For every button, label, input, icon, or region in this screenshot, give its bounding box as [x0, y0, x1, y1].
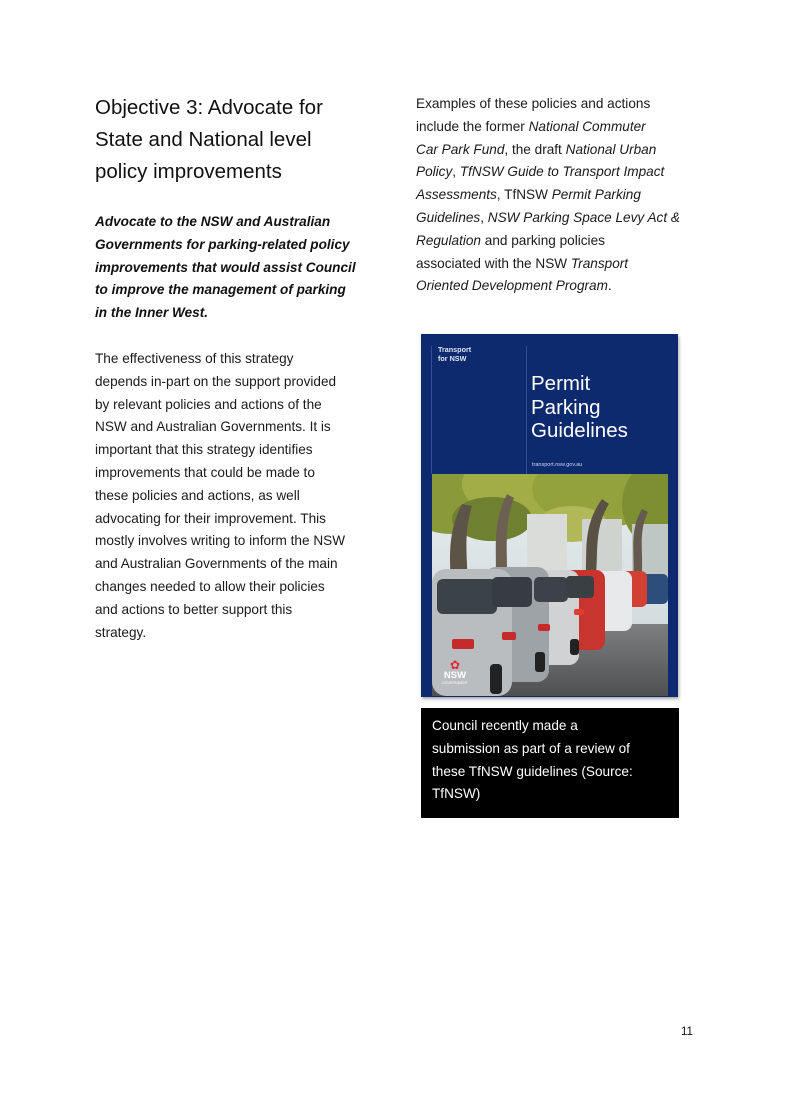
body-line: mostly involves writing to inform the NSW	[95, 533, 346, 549]
body-line: these policies and actions, as well	[95, 487, 300, 503]
caption-line: these TfNSW guidelines (Source:	[432, 763, 633, 779]
body-line: improvements that could be made to	[95, 464, 315, 480]
body-line: NSW and Australian Governments. It is	[95, 419, 331, 435]
waratah-icon: ✿	[449, 658, 461, 672]
body-line	[416, 275, 716, 298]
image-caption	[421, 708, 679, 818]
policy-name: National Urban	[565, 141, 657, 157]
heading-line: policy improvements	[95, 160, 282, 183]
policy-name: Permit Parking	[551, 187, 641, 203]
permit-parking-guidelines-cover	[421, 334, 678, 697]
caption-line: TfNSW)	[432, 786, 481, 802]
cover-divider	[431, 346, 432, 474]
policy-name: Regulation	[416, 232, 481, 248]
nsw-logo-text: NSW	[443, 670, 467, 681]
cover-title	[531, 372, 628, 443]
text-run: , the draft	[504, 141, 566, 157]
policy-name: Transport	[570, 255, 629, 271]
lead-line: improvements that would assist Council	[95, 259, 356, 275]
policy-name: Oriented Development Program	[416, 278, 608, 294]
cover-title-line: Guidelines	[531, 419, 628, 442]
body-line: and Australian Governments of the main	[95, 556, 338, 572]
body-line: and actions to better support this	[95, 601, 293, 617]
body-line: depends in-part on the support provided	[95, 373, 337, 389]
text-run: ,	[480, 209, 488, 225]
policy-name: NSW Parking Space Levy Act &	[487, 209, 680, 225]
body-line: advocating for their improvement. This	[95, 510, 326, 526]
body-line: important that this strategy identifies	[95, 442, 313, 458]
caption-line: Council recently made a	[432, 718, 578, 733]
policy-name: Car Park Fund	[416, 141, 505, 157]
body-line: by relevant policies and actions of the	[95, 396, 322, 412]
body-line	[416, 253, 716, 276]
lead-line: Governments for parking-related policy	[95, 236, 350, 252]
nsw-logo-subtext: GOVERNMENT	[441, 681, 469, 685]
body-line: strategy.	[95, 624, 147, 640]
heading-line: Objective 3: Advocate for	[95, 96, 323, 119]
text-run: include the former	[416, 118, 529, 134]
text-run: and parking policies	[481, 232, 605, 248]
body-line	[416, 93, 716, 116]
caption-line: submission as part of a review of	[432, 740, 630, 756]
body-line: The effectiveness of this strategy	[95, 351, 294, 366]
body-line	[416, 184, 716, 207]
body-line	[416, 230, 716, 253]
page-number: 11	[681, 1026, 693, 1038]
text-run: .	[607, 278, 612, 294]
body-line	[416, 161, 716, 184]
policy-name: Assessments	[416, 187, 497, 203]
policy-name: National Commuter	[528, 118, 646, 134]
body-paragraph-left	[95, 348, 385, 644]
lead-line: in the Inner West.	[95, 305, 209, 321]
policy-name: Policy	[416, 164, 453, 180]
policy-name: Guidelines	[416, 209, 481, 225]
heading-line: State and National level	[95, 128, 312, 151]
policy-name: TfNSW Guide to Transport Impact	[459, 164, 665, 180]
text-run: ,	[452, 164, 460, 180]
objective-heading	[95, 92, 385, 188]
transport-for-nsw-label	[438, 346, 471, 363]
text-run: associated with the NSW	[416, 255, 571, 271]
cover-title-line: Parking	[531, 395, 601, 419]
cover-title-line: Permit	[531, 372, 591, 395]
body-line: changes needed to allow their policies	[95, 578, 325, 594]
text-run: , TfNSW	[496, 187, 552, 203]
cover-divider	[526, 346, 527, 474]
org-line: for NSW	[438, 353, 467, 363]
nsw-government-logo	[440, 659, 470, 685]
body-paragraph-right	[416, 93, 716, 298]
cover-url: transport.nsw.gov.au	[532, 462, 583, 468]
text-run: Examples of these policies and actions	[416, 96, 651, 111]
lead-line: to improve the management of parking	[95, 282, 346, 298]
lead-line: Advocate to the NSW and Australian	[95, 214, 331, 229]
body-line	[416, 139, 716, 162]
org-line: Transport	[438, 345, 472, 354]
body-line	[416, 207, 716, 230]
body-line	[416, 116, 716, 139]
objective-lead-statement	[95, 211, 375, 325]
